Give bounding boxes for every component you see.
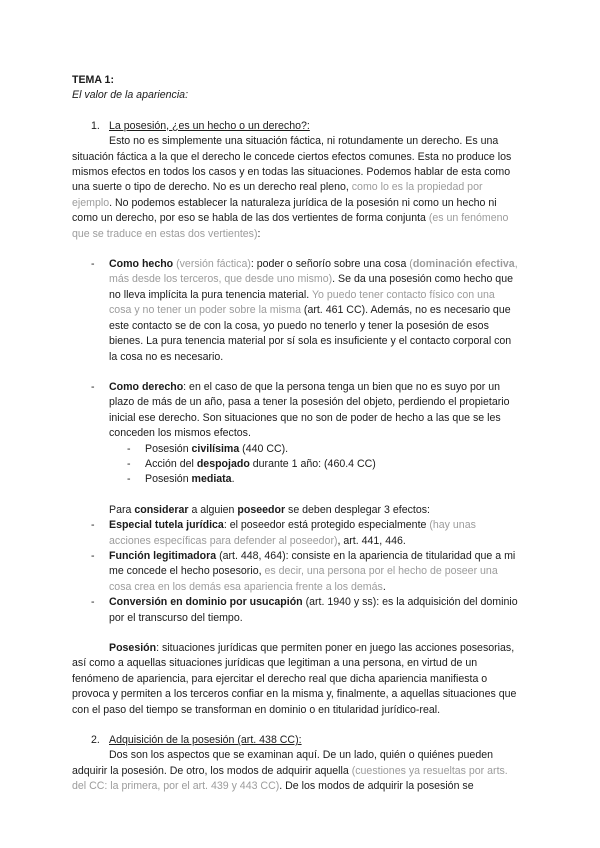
bullet-dash: -	[91, 380, 95, 393]
section-number: 2.	[91, 734, 100, 747]
list-item-derecho: - Como derecho: en el caso de que la persona tenga un bien que no es suyo por un plazo de más de un año, pasa a tener la posesión del objeto, perdiendo el propietario inicial ese derecho. Son situaciones que no son de poder de hecho a las que se les conceden los mismos efectos.	[91, 380, 510, 440]
document-body	[72, 73, 520, 795]
term-hecho: Como hecho	[109, 258, 174, 271]
list-item-hecho: - Como hecho (versión fáctica): poder o señorío sobre una cosa (dominación efectiva, más desde los terceros, que desde uno mismo). Se da una posesión como hecho que no lleva implícita la pura tenencia material. Yo puedo tener contacto físico con una cosa y no tener un poder sobre la misma (art. 461 CC). Además, no es necesario que este contacto se de con la cosa, yo puedo no tenerlo y tener la posesión de esos bienes. La pura tenencia material por sí sola es insuficiente y el contacto corporal con la cosa no es necesario.	[91, 258, 518, 363]
vertientes-list	[72, 257, 520, 365]
efectos-intro: Para considerar a alguien poseedor se deben desplegar 3 efectos:	[109, 503, 430, 516]
list-item-efecto: - Conversión en dominio por usucapión (art. 1940 y ss): es la adquisición del dominio por el transcurso del tiempo.	[91, 596, 518, 624]
section-1-heading	[72, 119, 520, 134]
section-2-paragraph: Dos son los aspectos que se examinan aquí. De un lado, quién o quiénes pueden adquirir la posesión. De otro, los modos de adquirir aquella (cuestiones ya resueltas por arts. del CC: la primera, por el art. 439 y 443 CC). De los modos de adquirir la posesión se	[72, 749, 508, 793]
sub-item: - Posesión mediata.	[127, 473, 235, 486]
document-subtitle: El valor de la apariencia:	[72, 89, 189, 102]
bullet-dash: -	[91, 258, 95, 271]
term-derecho: Como derecho	[109, 380, 184, 393]
list-item-efecto: - Función legitimadora (art. 448, 464): consiste en la apariencia de titularidad que a mi me concede el hecho posesorio, es decir, una persona por el hecho de poseer una cosa crea en los demás esa apariencia frente a los demás.	[91, 549, 516, 593]
section-2-heading	[72, 733, 520, 748]
efectos-list	[72, 518, 520, 626]
section-label: La posesión, ¿es un hecho o un derecho?:	[109, 119, 310, 132]
document-title: TEMA 1:	[72, 74, 114, 86]
section-label: Adquisición de la posesión (art. 438 CC):	[109, 734, 302, 747]
sub-item: - Posesión civilísima (440 CC).	[127, 442, 289, 455]
derecho-list	[72, 380, 520, 442]
list-item-efecto: - Especial tutela jurídica: el poseedor está protegido especialmente (hay unas acciones específicas para defender al poseedor), art. 441, 446.	[91, 519, 476, 547]
derecho-sublist	[72, 442, 520, 488]
section-number: 1.	[91, 119, 100, 132]
section-1-paragraph: Esto no es simplemente una situación fáctica, ni rotundamente un derecho. Es una situación fáctica a la que el derecho le concede ciertos efectos comunes. Esta no produce los mismos efectos en todos los casos y en todas las situaciones. Podemos hablar de esta como una suerte o tipo de derecho. No es un derecho real pleno, como lo es la propiedad por ejemplo. No podemos establecer la naturaleza jurídica de la posesión ni como un hecho ni como un derecho, por eso se habla de las dos vertientes de forma conjunta (es un fenómeno que se traduce en estas dos vertientes):	[72, 135, 512, 240]
sub-item: - Acción del despojado durante 1 año: (460.4 CC)	[127, 457, 376, 470]
posesion-definition: Posesión: situaciones jurídicas que permiten poner en juego las acciones posesorias, así como a aquellas situaciones jurídicas que legitiman a una persona, en virtud de un fenómeno de apariencia, para ejercitar el derecho real que dicha apariencia manifiesta o provoca y permiten a los terceros confiar en la misma y, finalmente, a aquellas situaciones que con el paso del tiempo se transforman en dominio o en titularidad jurídico-real.	[72, 642, 517, 716]
